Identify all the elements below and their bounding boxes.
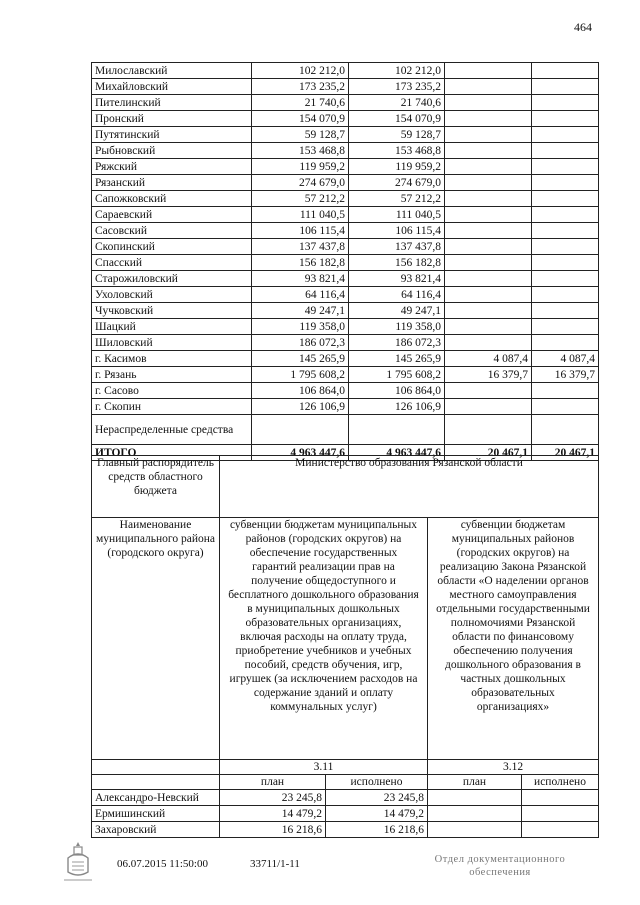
- municipality-name: г. Скопин: [92, 399, 252, 415]
- footer-datetime: 06.07.2015 11:50:00: [117, 858, 208, 870]
- municipality-name: Захаровский: [92, 822, 220, 838]
- plan-value: 274 679,0: [252, 175, 349, 191]
- plan-value: [445, 303, 532, 319]
- municipality-name: Ермишинский: [92, 806, 220, 822]
- budget-table-body: [92, 63, 599, 461]
- ministry-name: Министерство образования Рязанской области: [220, 456, 599, 518]
- municipality-name: Пителинский: [92, 95, 252, 111]
- table-row: [92, 822, 599, 838]
- total-label: ИТОГО: [92, 445, 252, 461]
- code-3-12: 3.12: [428, 760, 599, 775]
- table-row: [92, 806, 599, 822]
- done-value: 126 106,9: [349, 399, 445, 415]
- plan-value: 102 212,0: [252, 63, 349, 79]
- empty-cell: [532, 415, 599, 445]
- done-header: исполнено: [326, 775, 428, 790]
- municipality-name: Путятинский: [92, 127, 252, 143]
- table-row: [92, 383, 599, 399]
- done-value: [532, 335, 599, 351]
- plan-value: 119 358,0: [252, 319, 349, 335]
- subsidy-3-11-description: субвенции бюджетам муниципальных районов (городских округов) на обеспечение государственных гарантий реализации прав на получение общедоступного и бесплатного дошкольного образования в муниципальных дошкольных образовательных организациях, включая расходы на оплату труда, приобретение учебников и учебных пособий, средств обучения, игр, игрушек (за исключением расходов на содержание зданий и оплату коммунальных услуг): [220, 518, 428, 760]
- done-value: 119 959,2: [349, 159, 445, 175]
- table-row: [92, 319, 599, 335]
- total-plan: 20 467,1: [445, 445, 532, 461]
- done-value: 59 128,7: [349, 127, 445, 143]
- plan-value: [445, 319, 532, 335]
- plan-value: [445, 159, 532, 175]
- done-value: 102 212,0: [349, 63, 445, 79]
- done-value: [522, 790, 599, 806]
- done-value: 93 821,4: [349, 271, 445, 287]
- done-value: [532, 207, 599, 223]
- done-value: 153 468,8: [349, 143, 445, 159]
- plan-value: 106 864,0: [252, 383, 349, 399]
- plan-value: [445, 191, 532, 207]
- done-value: 16 218,6: [326, 822, 428, 838]
- total-done: 4 963 447,6: [349, 445, 445, 461]
- plan-value: [428, 806, 522, 822]
- done-value: 23 245,8: [326, 790, 428, 806]
- table-row: [92, 271, 599, 287]
- table-row: [92, 303, 599, 319]
- total-plan: 4 963 447,6: [252, 445, 349, 461]
- table-row: [92, 335, 599, 351]
- table-row: [92, 399, 599, 415]
- plan-value: [445, 63, 532, 79]
- empty-cell: [349, 415, 445, 445]
- plan-value: 173 235,2: [252, 79, 349, 95]
- footer-doc-number: 33711/1-11: [250, 858, 300, 870]
- municipality-name-header: Наименование муниципального района (городского округа): [92, 518, 220, 760]
- plan-value: 21 740,6: [252, 95, 349, 111]
- empty-cell: [252, 415, 349, 445]
- municipality-name: Старожиловский: [92, 271, 252, 287]
- table-row: [92, 223, 599, 239]
- emblem-stamp-icon: [60, 838, 96, 886]
- plan-value: 154 070,9: [252, 111, 349, 127]
- plan-value: [428, 790, 522, 806]
- municipality-name: Скопинский: [92, 239, 252, 255]
- plan-value: [445, 271, 532, 287]
- done-value: [532, 319, 599, 335]
- municipality-name: Рязанский: [92, 175, 252, 191]
- table-row: [92, 287, 599, 303]
- done-value: [532, 95, 599, 111]
- plan-value: [445, 127, 532, 143]
- done-value: [532, 63, 599, 79]
- done-value: 49 247,1: [349, 303, 445, 319]
- plan-value: 145 265,9: [252, 351, 349, 367]
- table-row: [92, 111, 599, 127]
- done-value: [532, 255, 599, 271]
- done-value: [532, 303, 599, 319]
- done-value: [532, 383, 599, 399]
- done-value: 154 070,9: [349, 111, 445, 127]
- plan-value: [445, 383, 532, 399]
- municipality-name: Шацкий: [92, 319, 252, 335]
- plan-value: 93 821,4: [252, 271, 349, 287]
- done-value: 1 795 608,2: [349, 367, 445, 383]
- done-value: [522, 806, 599, 822]
- plan-header: план: [220, 775, 326, 790]
- done-value: [532, 175, 599, 191]
- municipality-name: Ухоловский: [92, 287, 252, 303]
- done-value: [532, 143, 599, 159]
- plan-header: план: [428, 775, 522, 790]
- table-row: [92, 95, 599, 111]
- plan-value: 49 247,1: [252, 303, 349, 319]
- plan-value: 111 040,5: [252, 207, 349, 223]
- code-3-11: 3.11: [220, 760, 428, 775]
- done-value: [532, 159, 599, 175]
- department-stamp: Отдел документационного обеспечения: [434, 854, 566, 878]
- done-value: 4 087,4: [532, 351, 599, 367]
- plan-value: [445, 207, 532, 223]
- plan-value: [445, 143, 532, 159]
- done-value: 156 182,8: [349, 255, 445, 271]
- plan-value: [445, 399, 532, 415]
- municipality-name: Сасовский: [92, 223, 252, 239]
- municipality-name: Рыбновский: [92, 143, 252, 159]
- municipality-name: Пронский: [92, 111, 252, 127]
- page-number: 464: [574, 20, 592, 34]
- empty-cell: [445, 415, 532, 445]
- plan-value: [445, 95, 532, 111]
- plan-value: [428, 822, 522, 838]
- table-row: [92, 415, 599, 445]
- plan-value: 186 072,3: [252, 335, 349, 351]
- plan-value: 137 437,8: [252, 239, 349, 255]
- done-value: 186 072,3: [349, 335, 445, 351]
- done-value: 57 212,2: [349, 191, 445, 207]
- done-value: 21 740,6: [349, 95, 445, 111]
- municipality-name: Михайловский: [92, 79, 252, 95]
- done-value: 173 235,2: [349, 79, 445, 95]
- done-value: 145 265,9: [349, 351, 445, 367]
- done-value: 14 479,2: [326, 806, 428, 822]
- table-row: [92, 191, 599, 207]
- done-value: 119 358,0: [349, 319, 445, 335]
- done-value: [532, 223, 599, 239]
- done-value: [522, 822, 599, 838]
- plan-value: [445, 239, 532, 255]
- plan-value: 106 115,4: [252, 223, 349, 239]
- table-row: [92, 367, 599, 383]
- education-subsidy-table: [91, 455, 599, 838]
- done-value: [532, 399, 599, 415]
- plan-value: 57 212,2: [252, 191, 349, 207]
- done-value: 64 116,4: [349, 287, 445, 303]
- plan-value: 64 116,4: [252, 287, 349, 303]
- table-row: [92, 790, 599, 806]
- done-value: [532, 271, 599, 287]
- municipality-name: Чучковский: [92, 303, 252, 319]
- municipality-name: г. Сасово: [92, 383, 252, 399]
- done-value: 16 379,7: [532, 367, 599, 383]
- done-value: [532, 111, 599, 127]
- municipality-name: Сапожковский: [92, 191, 252, 207]
- plan-value: [445, 287, 532, 303]
- plan-value: 156 182,8: [252, 255, 349, 271]
- table-row: [92, 63, 599, 79]
- table-row: [92, 79, 599, 95]
- done-value: [532, 287, 599, 303]
- plan-value: [445, 223, 532, 239]
- municipality-name: Сараевский: [92, 207, 252, 223]
- plan-value: 23 245,8: [220, 790, 326, 806]
- plan-value: [445, 335, 532, 351]
- done-value: [532, 191, 599, 207]
- plan-value: 1 795 608,2: [252, 367, 349, 383]
- plan-value: 16 379,7: [445, 367, 532, 383]
- municipality-name: г. Касимов: [92, 351, 252, 367]
- done-value: 106 115,4: [349, 223, 445, 239]
- table-row: [92, 175, 599, 191]
- plan-value: [445, 175, 532, 191]
- total-done: 20 467,1: [532, 445, 599, 461]
- table-row: [92, 207, 599, 223]
- plan-value: 153 468,8: [252, 143, 349, 159]
- table-row: [92, 351, 599, 367]
- plan-value: [445, 79, 532, 95]
- subsidy-3-12-description: субвенции бюджетам муниципальных районов (городских округов) на реализацию Закона Рязанской области «О наделении органов местного самоуправления отдельными государственными полномочиями Рязанской области по финансовому обеспечению получения дошкольного образования в частных дошкольных образовательных организациях»: [428, 518, 599, 760]
- municipality-name: Шиловский: [92, 335, 252, 351]
- table-row: [92, 143, 599, 159]
- done-value: 274 679,0: [349, 175, 445, 191]
- done-value: 106 864,0: [349, 383, 445, 399]
- table-row: [92, 239, 599, 255]
- plan-value: 59 128,7: [252, 127, 349, 143]
- budget-table-continued: [91, 62, 599, 461]
- municipality-name: Милославский: [92, 63, 252, 79]
- plan-value: [445, 255, 532, 271]
- municipality-name: г. Рязань: [92, 367, 252, 383]
- done-value: [532, 239, 599, 255]
- table-row: [92, 127, 599, 143]
- municipality-name: Александро-Невский: [92, 790, 220, 806]
- municipality-name: Ряжский: [92, 159, 252, 175]
- table-row: [92, 159, 599, 175]
- table-row: [92, 255, 599, 271]
- done-header: исполнено: [522, 775, 599, 790]
- plan-value: 14 479,2: [220, 806, 326, 822]
- education-subsidy-rows: [92, 790, 599, 838]
- done-value: [532, 127, 599, 143]
- plan-value: 4 087,4: [445, 351, 532, 367]
- admin-label-cell: Главный распорядитель средств областного бюджета: [92, 456, 220, 518]
- plan-value: 16 218,6: [220, 822, 326, 838]
- done-value: 111 040,5: [349, 207, 445, 223]
- plan-value: 119 959,2: [252, 159, 349, 175]
- unallocated-label: Нераспределенные средства: [92, 415, 252, 445]
- plan-value: 126 106,9: [252, 399, 349, 415]
- done-value: 137 437,8: [349, 239, 445, 255]
- municipality-name: Спасский: [92, 255, 252, 271]
- plan-value: [445, 111, 532, 127]
- done-value: [532, 79, 599, 95]
